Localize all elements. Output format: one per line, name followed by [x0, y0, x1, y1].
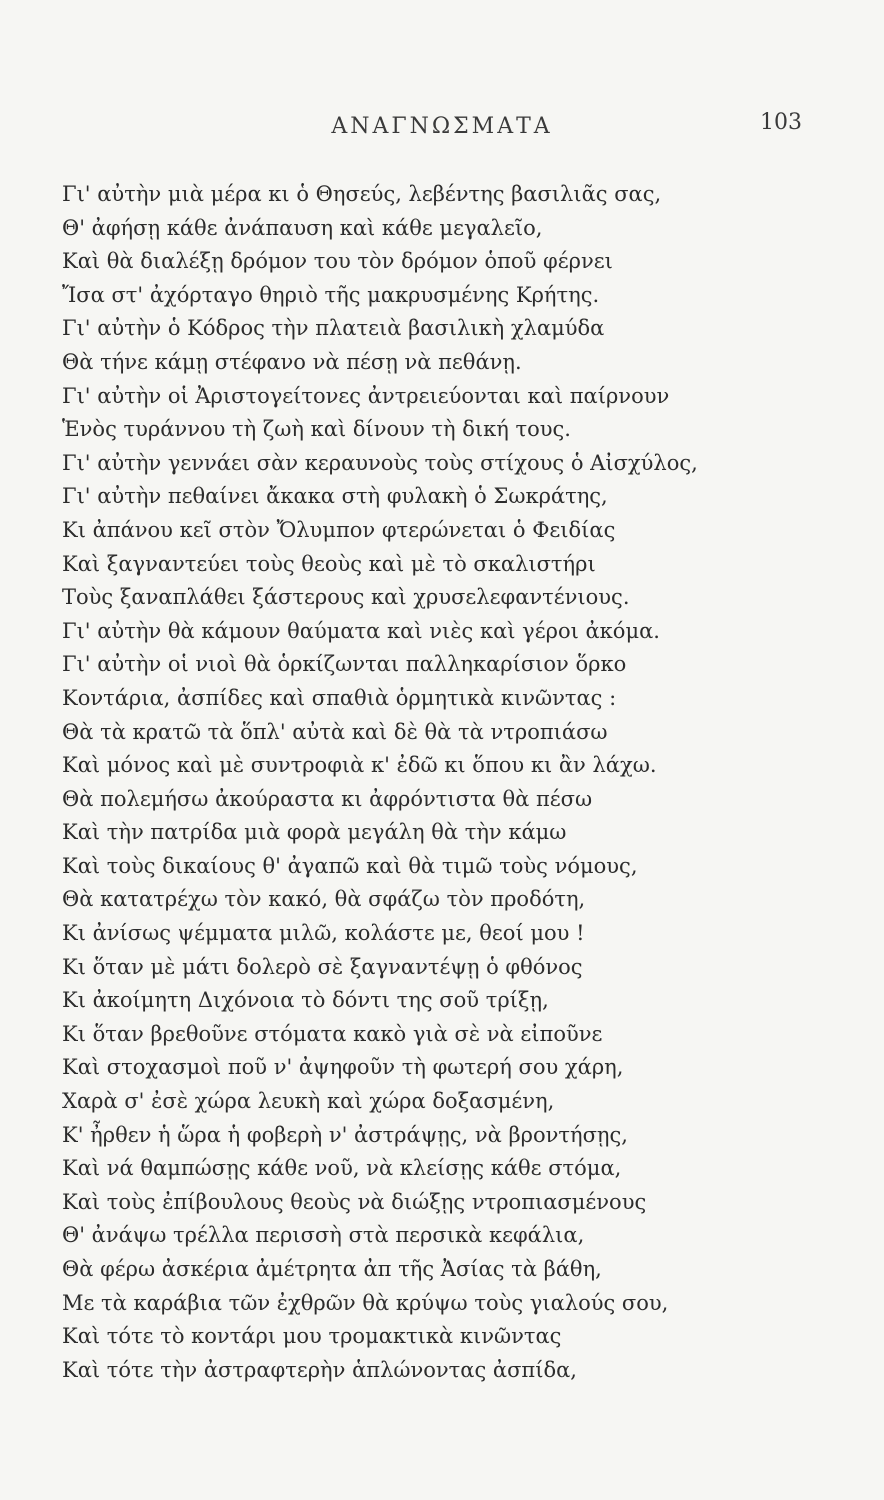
poem-line: Γι' αὐτὴν πεθαίνει ἄκακα στὴ φυλακὴ ὁ Σωκράτης,	[62, 484, 608, 509]
poem-line: Κι ἀπάνου κεῖ στὸν Ὄλυμπον φτερώνεται ὁ Φειδίας	[62, 517, 616, 542]
poem-line: Καὶ τοὺς ἐπίβουλους θεοὺς νὰ διώξῃς ντροπιασμένους	[62, 1189, 647, 1214]
poem-line: Καὶ νά θαμπώσῃς κάθε νοῦ, νὰ κλείσῃς κάθε στόμα,	[62, 1156, 622, 1181]
poem-line: Κοντάρια, ἀσπίδες καὶ σπαθιὰ ὁρμητικὰ κινῶντας :	[62, 685, 617, 710]
poem-line: Καὶ τοὺς δικαίους θ' ἀγαπῶ καὶ θὰ τιμῶ τοὺς νόμους,	[62, 853, 638, 878]
poem-line: Θὰ τὰ κρατῶ τὰ ὅπλ' αὐτὰ καὶ δὲ θὰ τὰ ντροπιάσω	[62, 719, 608, 744]
poem-line: Με τὰ καράβια τῶν ἐχθρῶν θὰ κρύψω τοὺς γιαλούς σου,	[62, 1290, 669, 1315]
poem-line: Τοὺς ξαναπλάθει ξάστερους καὶ χρυσελεφαντένιους.	[62, 585, 630, 610]
poem-line: Θὰ φέρω ἀσκέρια ἀμέτρητα ἀπ τῆς Ἀσίας τὰ βάθη,	[62, 1257, 602, 1281]
poem-line: Θὰ κατατρέχω τὸν κακό, θὰ σφάζω τὸν προδότη,	[62, 887, 586, 912]
poem-line: Κι ὅταν βρεθοῦνε στόματα κακὸ γιὰ σὲ νὰ εἰποῦνε	[62, 1021, 603, 1046]
poem-line: Καὶ στοχασμοὶ ποῦ ν' ἀψηφοῦν τὴ φωτερή σου χάρη,	[62, 1055, 624, 1080]
poem-line: Κ' ἦρθεν ἡ ὥρα ἡ φοβερὴ ν' ἀστράψῃς, νὰ βροντήσῃς,	[62, 1122, 628, 1147]
poem-line: Κι ἀκοίμητη Διχόνοια τὸ δόντι της σοῦ τρίξῃ,	[62, 988, 549, 1013]
poem-line: Γι' αὐτὴν οἱ νιοὶ θὰ ὁρκίζωνται παλληκαρίσιον ὅρκο	[62, 652, 627, 677]
poem-line: Κι ἀνίσως ψέμματα μιλῶ, κολάστε με, θεοί μου !	[62, 921, 585, 946]
poem-text	[62, 178, 842, 1387]
poem-line: Χαρὰ σ' ἐσὲ χώρα λευκὴ καὶ χώρα δοξασμένη,	[62, 1089, 555, 1114]
page-number: 103	[760, 110, 802, 135]
poem-line: Θ' ἀνάψω τρέλλα περισσὴ στὰ περσικὰ κεφάλια,	[62, 1223, 585, 1248]
poem-line: Καὶ μόνος καὶ μὲ συντροφιὰ κ' ἐδῶ κι ὅπου κι ἂν λάχω.	[62, 753, 657, 778]
running-header-title: ΑΝΑΓΝΩΣΜΑΤΑ	[331, 114, 553, 139]
poem-line: Γι' αὐτὴν θὰ κάμουν θαύματα καὶ νιὲς καὶ γέροι ἀκόμα.	[62, 618, 660, 643]
poem-line: Θὰ πολεμήσω ἀκούραστα κι ἀφρόντιστα θὰ πέσω	[62, 786, 593, 811]
poem-line: Κι ὅταν μὲ μάτι δολερὸ σὲ ξαγναντέψῃ ὁ φθόνος	[62, 954, 583, 979]
poem-line: Θ' ἀφήσῃ κάθε ἀνάπαυση καὶ κάθε μεγαλεῖο,	[62, 215, 543, 240]
poem-line: Γι' αὐτὴν ὁ Κόδρος τὴν πλατειὰ βασιλικὴ χλαμύδα	[62, 316, 605, 341]
poem-line: Καὶ ξαγναντεύει τοὺς θεοὺς καὶ μὲ τὸ σκαλιστήρι	[62, 551, 596, 576]
poem-line: Ἴσα στ' ἀχόρταγο θηριὸ τῆς μακρυσμένης Κρήτης.	[62, 282, 600, 307]
poem-line: Καὶ θὰ διαλέξῃ δρόμον του τὸν δρόμον ὁποῦ φέρνει	[62, 249, 613, 274]
poem-line: Ἑνὸς τυράννου τὴ ζωὴ καὶ δίνουν τὴ δική τους.	[62, 417, 571, 442]
poem-line: Γι' αὐτὴν γεννάει σὰν κεραυνοὺς τοὺς στίχους ὁ Αἰσχύλος,	[62, 450, 698, 475]
poem-line: Θὰ τήνε κάμῃ στέφανο νὰ πέσῃ νὰ πεθάνῃ.	[62, 349, 522, 374]
poem-line: Καὶ τότε τὸ κοντάρι μου τρομακτικὰ κινῶντας	[62, 1324, 562, 1349]
poem-line: Γι' αὐτὴν μιὰ μέρα κι ὁ Θησεύς, λεβέντης βασιλιᾶς σας,	[62, 182, 662, 206]
poem-line: Γι' αὐτὴν οἱ Ἀριστογείτονες ἀντρειεύονται καὶ παίρνουν	[62, 383, 670, 408]
poem-line: Καὶ τὴν πατρίδα μιὰ φορὰ μεγάλη θὰ τὴν κάμω	[62, 820, 567, 845]
poem-line: Καὶ τότε τὴν ἀστραφτερὴν ἁπλώνοντας ἀσπίδα,	[62, 1357, 577, 1382]
